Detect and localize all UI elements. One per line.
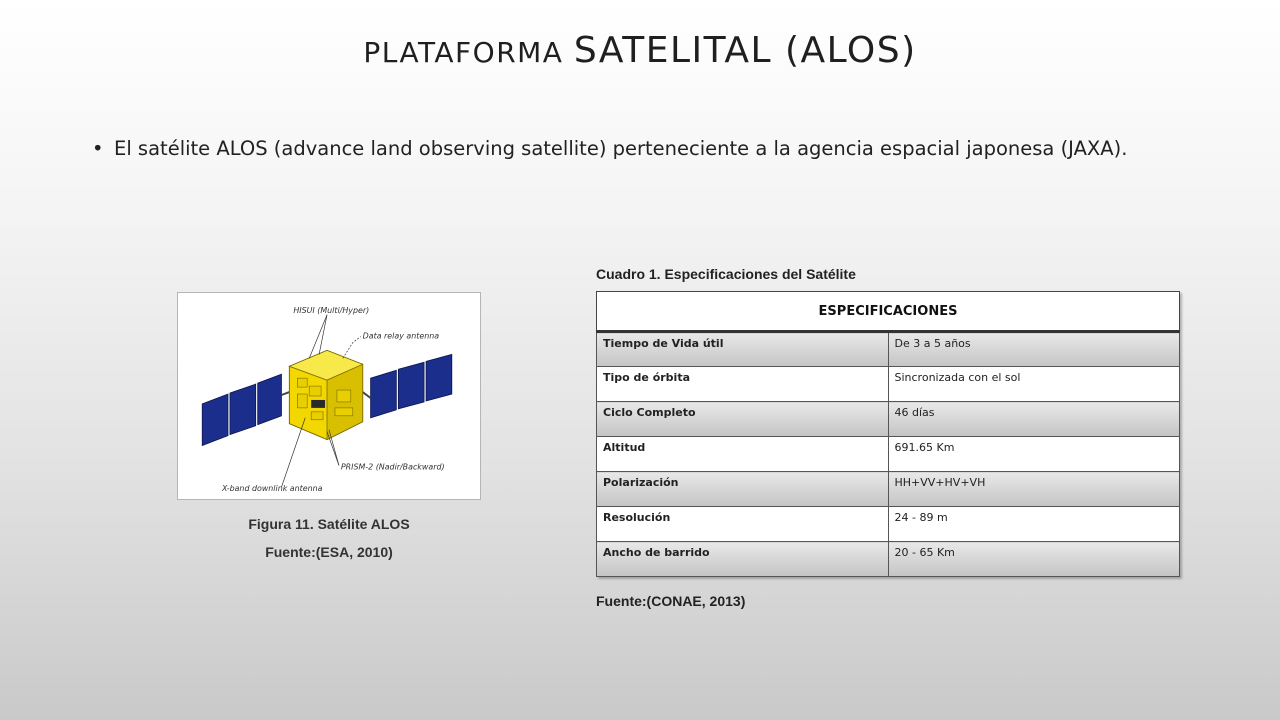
table-row	[597, 437, 1180, 472]
hisui-label: HISUI (Multi/Hyper)	[293, 305, 370, 315]
spec-key: Altitud	[597, 437, 889, 472]
spec-key: Tipo de órbita	[597, 367, 889, 402]
satellite-body	[289, 350, 362, 439]
prism-label: PRISM-2 (Nadir/Backward)	[340, 462, 445, 472]
figure-source: Fuente:(ESA, 2010)	[265, 544, 393, 560]
table-header-row	[597, 292, 1180, 332]
bullet-dot-icon: •	[92, 137, 104, 160]
title-part-1: PLATAFORMA	[363, 36, 574, 69]
spec-value: 691.65 Km	[888, 437, 1180, 472]
relay-antenna-label: Data relay antenna	[362, 331, 440, 341]
spec-key: Polarización	[597, 472, 889, 507]
spec-key: Ancho de barrido	[597, 542, 889, 577]
figure-caption: Figura 11. Satélite ALOS	[248, 516, 410, 532]
left-solar-panel	[202, 374, 289, 445]
table-header: ESPECIFICACIONES	[597, 292, 1180, 332]
table-source: Fuente:(CONAE, 2013)	[596, 593, 746, 609]
xband-antenna-label: X-band downlink antenna	[222, 484, 323, 494]
satellite-illustration	[178, 293, 480, 499]
table-row	[597, 542, 1180, 577]
satellite-figure	[177, 292, 481, 500]
spec-key: Resolución	[597, 507, 889, 542]
spec-value: HH+VV+HV+VH	[888, 472, 1180, 507]
bullet-item	[92, 137, 1252, 160]
spec-value: 46 días	[888, 402, 1180, 437]
table-row	[597, 507, 1180, 542]
spec-key: Tiempo de Vida útil	[597, 332, 889, 367]
bullet-text: El satélite ALOS (advance land observing satellite) perteneciente a la agencia espacial japonesa (JAXA).	[114, 137, 1128, 160]
slide-title	[0, 30, 1280, 71]
table-row	[597, 402, 1180, 437]
spec-value: 24 - 89 m	[888, 507, 1180, 542]
spec-value: 20 - 65 Km	[888, 542, 1180, 577]
spec-key: Ciclo Completo	[597, 402, 889, 437]
table-row	[597, 332, 1180, 367]
spec-value: De 3 a 5 años	[888, 332, 1180, 367]
table-row	[597, 367, 1180, 402]
table-caption: Cuadro 1. Especificaciones del Satélite	[596, 266, 856, 282]
spec-value: Sincronizada con el sol	[888, 367, 1180, 402]
title-part-2: SATELITAL (ALOS)	[573, 30, 917, 71]
table-row	[597, 472, 1180, 507]
specifications-table	[596, 291, 1180, 577]
right-solar-panel	[363, 354, 452, 417]
